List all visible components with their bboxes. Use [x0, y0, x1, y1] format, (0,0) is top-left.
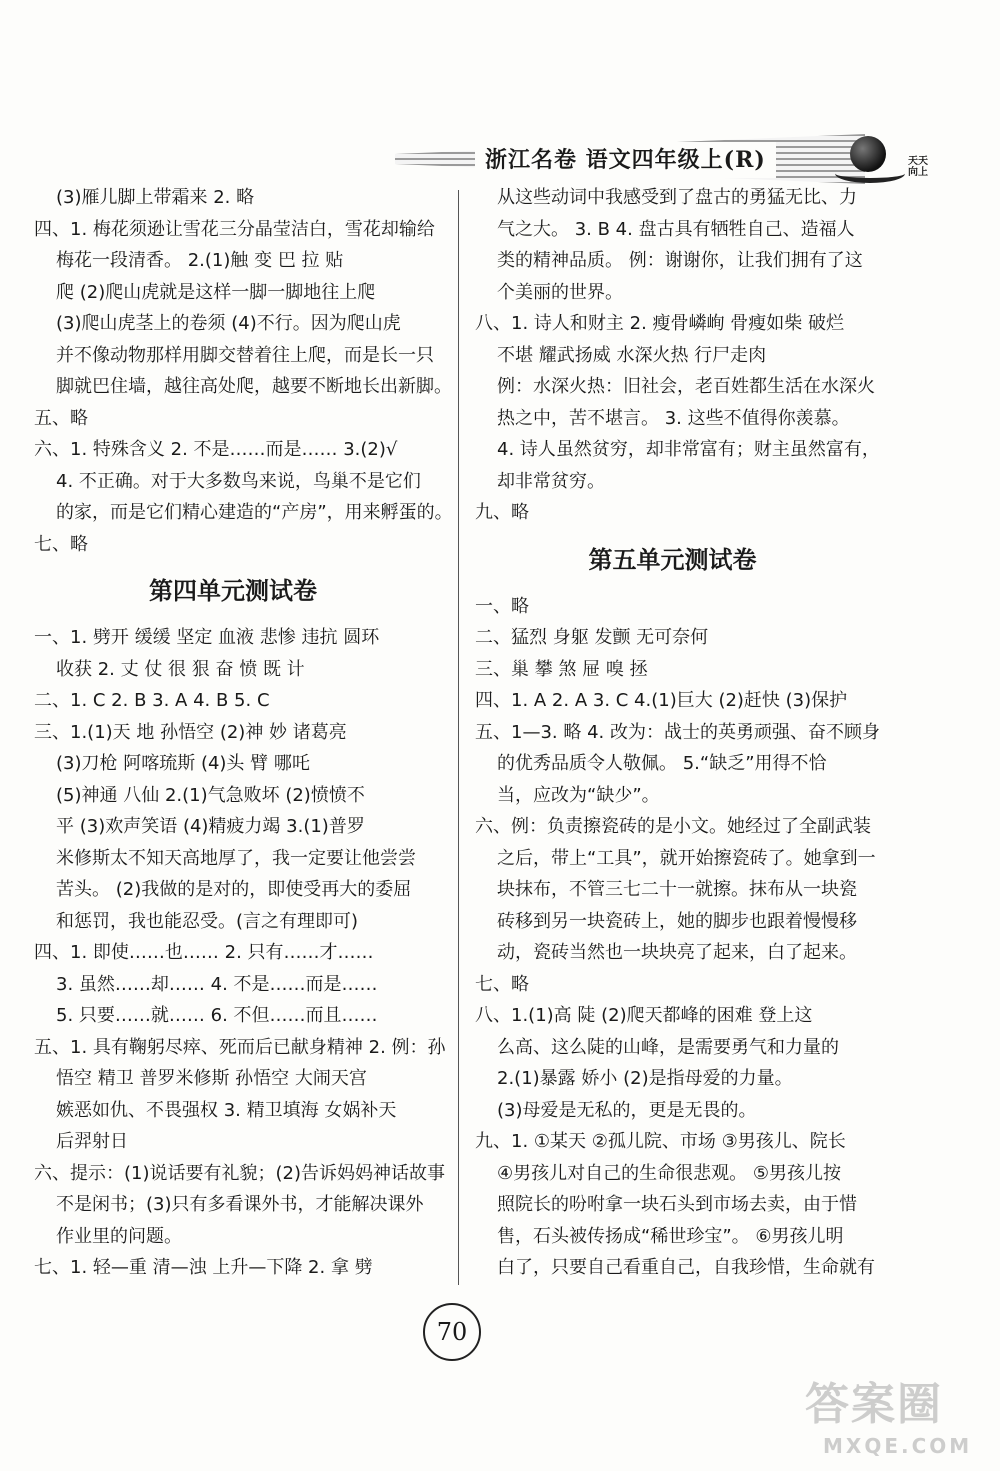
answer-line: (3)母爱是无私的，更是无畏的。	[497, 1099, 757, 1121]
page-header	[395, 128, 995, 190]
answer-line: 九、1. ①某天 ②孤儿院、市场 ③男孩儿、院长	[475, 1131, 846, 1152]
answer-line: 四、1. 梅花须逊让雪花三分晶莹洁白，雪花却输给	[34, 218, 435, 240]
answer-line: 并不像动物那样用脚交替着往上爬，而是长一只	[56, 344, 434, 366]
answer-line: 3. 虽然……却…… 4. 不是……而是……	[56, 973, 378, 995]
answer-line: 嫉恶如仇、不畏强权 3. 精卫填海 女娲补天	[56, 1099, 397, 1121]
answer-line: 四、1. A 2. A 3. C 4.(1)巨大 (2)赶快 (3)保护	[475, 690, 848, 711]
answer-line: 爬 (2)爬山虎就是这样一脚一脚地往上爬	[56, 281, 376, 303]
answer-line: 苦头。 (2)我做的是对的，即使受再大的委屈	[56, 879, 412, 900]
answer-line: 之后，带上“工具”，就开始擦瓷砖了。她拿到一	[497, 847, 876, 869]
answer-line: 七、略	[34, 533, 88, 555]
watermark-url: MXQE.COM	[823, 1434, 973, 1458]
answer-line: 从这些动词中我感受到了盘古的勇猛无比、力	[497, 187, 857, 208]
answer-line: 不是闲书；(3)只有多看课外书，才能解决课外	[56, 1194, 424, 1215]
answer-line: 后羿射日	[56, 1131, 128, 1152]
answer-line: 的家，而是它们精心建造的“产房”，用来孵蛋的。	[56, 502, 453, 523]
answer-line: 2.(1)暴露 娇小 (2)是指母爱的力量。	[497, 1068, 793, 1089]
answer-line: 五、1. 具有鞠躬尽瘁、死而后已献身精神 2. 例：孙	[34, 1036, 446, 1058]
answer-line: 块抹布，不管三七二十一就擦。抹布从一块瓷	[497, 879, 857, 900]
answer-line: 五、1—3. 略 4. 改为：战士的英勇顽强、奋不顾身	[475, 721, 880, 743]
answer-line: 六、1. 特殊含义 2. 不是……而是…… 3.(2)√	[34, 439, 398, 460]
answer-line: 六、提示：(1)说话要有礼貌；(2)告诉妈妈神话故事	[34, 1162, 445, 1184]
header-title: 浙江名卷 语文四年级上(R)	[475, 142, 776, 178]
answer-line: 米修斯太不知天高地厚了，我一定要让他尝尝	[56, 847, 416, 869]
logo-text: 天天向上	[908, 156, 928, 178]
answer-line: (3)爬山虎茎上的卷须 (4)不行。因为爬山虎	[56, 313, 401, 334]
answer-line: 砖移到另一块瓷砖上，她的脚步也跟着慢慢移	[497, 910, 857, 932]
answer-line: 5. 只要……就…… 6. 不但……而且……	[56, 1005, 378, 1026]
answer-line: 气之大。 3. B 4. 盘古具有牺牲自己、造福人	[497, 218, 855, 240]
answer-line: 收获 2. 丈 仗 很 狠 奋 愤 既 计	[56, 658, 305, 680]
answer-line: 二、1. C 2. B 3. A 4. B 5. C	[34, 690, 270, 711]
answer-line: ④男孩儿对自己的生命很悲观。 ⑤男孩儿按	[497, 1162, 841, 1184]
answer-line: 4. 诗人虽然贫穷，却非常富有；财主虽然富有，	[497, 439, 880, 460]
answer-line: 个美丽的世界。	[497, 281, 623, 303]
answer-line: (5)神通 八仙 2.(1)气急败坏 (2)愤愤不	[56, 784, 365, 806]
answer-line: 热之中，苦不堪言。 3. 这些不值得你羡慕。	[497, 407, 850, 429]
logo-swoosh-icon	[835, 164, 905, 183]
answer-line: 照院长的吩咐拿一块石头到市场去卖，由于惜	[497, 1194, 857, 1215]
answer-line: 平 (3)欢声笑语 (4)精疲力竭 3.(1)普罗	[56, 816, 365, 837]
answer-line: 不堪 耀武扬威 水深火热 行尸走肉	[497, 344, 767, 366]
answer-line: 么高、这么陡的山峰，是需要勇气和力量的	[497, 1036, 839, 1058]
answer-line: 八、1. 诗人和财主 2. 瘦骨嶙峋 骨瘦如柴 破烂	[475, 313, 844, 334]
answer-line: 九、略	[475, 502, 529, 523]
answer-line: (3)雁儿脚上带霜来 2. 略	[56, 187, 255, 208]
answer-line: 一、略	[475, 595, 529, 617]
answer-line: 例：水深火热：旧社会，老百姓都生活在水深火	[497, 376, 875, 397]
right-column	[475, 182, 880, 1284]
answer-line: 梅花一段清香。 2.(1)触 变 巴 拉 贴	[56, 250, 344, 271]
answer-line: 二、猛烈 身躯 发颤 无可奈何	[475, 627, 709, 648]
answer-line: 三、1.(1)天 地 孙悟空 (2)神 妙 诸葛亮	[34, 721, 347, 743]
answer-line: 四、1. 即使……也…… 2. 只有……才……	[34, 942, 374, 963]
answer-line: 悟空 精卫 普罗米修斯 孙悟空 大闹天宫	[56, 1068, 367, 1089]
answer-line: 三、巢 攀 煞 屉 嗅 拯	[475, 658, 648, 680]
answer-line: 七、1. 轻—重 清—浊 上升—下降 2. 拿 劈	[34, 1257, 373, 1278]
answer-line: 动，瓷砖当然也一块块亮了起来，白了起来。	[497, 942, 857, 963]
answer-line: 4. 不正确。对于大多数鸟来说，鸟巢不是它们	[56, 470, 421, 492]
section-title: 第五单元测试卷	[588, 544, 757, 574]
column-divider	[458, 190, 459, 1285]
watermark	[805, 1375, 990, 1465]
answer-line: 一、1. 劈开 缓缓 坚定 血液 悲惨 违抗 圆环	[34, 627, 380, 648]
section-title: 第四单元测试卷	[149, 576, 317, 605]
answer-line: 八、1.(1)高 陡 (2)爬天都峰的困难 登上这	[475, 1005, 813, 1026]
answer-line: 却非常贫穷。	[497, 470, 605, 492]
answer-line: 类的精神品质。 例：谢谢你，让我们拥有了这	[497, 250, 863, 271]
answer-line: 五、略	[34, 407, 88, 429]
page-number: 70	[423, 1303, 481, 1361]
left-column	[34, 182, 453, 1284]
answer-line: 白了，只要自己看重自己，自我珍惜，生命就有	[497, 1257, 875, 1278]
answer-line: 六、例：负责擦瓷砖的是小文。她经过了全副武装	[475, 816, 871, 837]
watermark-logo-text: 答案圈	[805, 1379, 943, 1430]
answer-line: 脚就巴住墙，越往高处爬，越要不断地长出新脚。	[56, 376, 452, 397]
answer-line: 七、略	[475, 973, 529, 995]
answer-line: 的优秀品质令人敬佩。 5.“缺乏”用得不恰	[497, 753, 827, 774]
answer-line: 和惩罚，我也能忍受。(言之有理即可)	[56, 910, 359, 932]
answer-line: (3)刀枪 阿喀琉斯 (4)头 臂 哪吒	[56, 753, 310, 774]
answer-line: 作业里的问题。	[56, 1225, 182, 1247]
answer-line: 当，应改为“缺少”。	[497, 784, 660, 806]
answer-line: 售，石头被传扬成“稀世珍宝”。 ⑥男孩儿明	[497, 1225, 844, 1247]
